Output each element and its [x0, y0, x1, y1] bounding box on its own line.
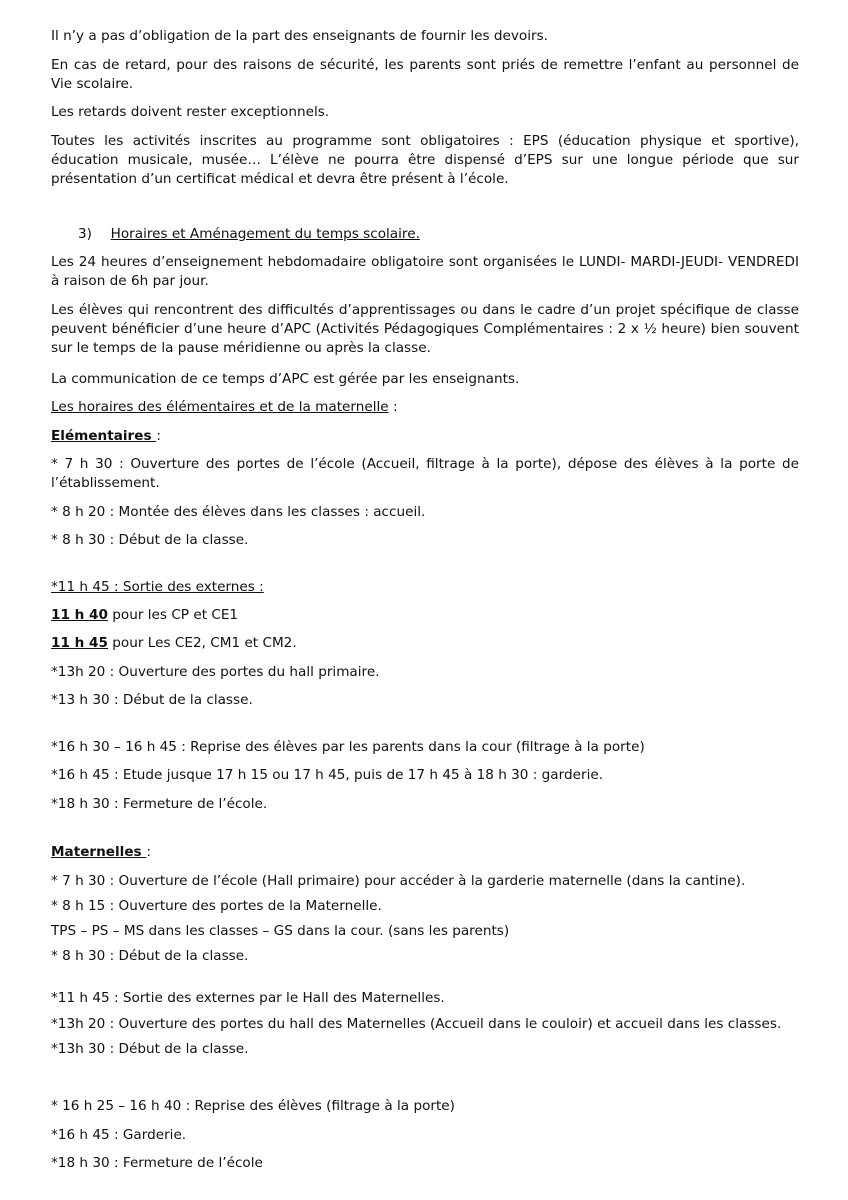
paragraph-heures: Les 24 heures d’enseignement hebdomadaire obligatoire sont organisées le LUNDI- MARDI-JEUDI- VENDREDI à raison de 6h par jour.: [51, 254, 799, 289]
paragraph-communication: La communication de ce temps d’APC est gérée par les enseignants.: [51, 371, 520, 387]
maternelles-line-3: TPS – PS – MS dans les classes – GS dans la cour. (sans les parents): [51, 923, 510, 939]
elementaires-line-5: *13 h 30 : Début de la classe.: [51, 692, 253, 708]
horaires-title: Les horaires des élémentaires et de la maternelle: [51, 399, 389, 415]
elementaires-line-3: * 8 h 30 : Début de la classe.: [51, 532, 249, 548]
maternelles-line-10: *18 h 30 : Fermeture de l’école: [51, 1155, 263, 1171]
ce2-text: pour Les CE2, CM1 et CM2.: [107, 635, 297, 651]
section-title: Horaires et Aménagement du temps scolaire.: [110, 226, 420, 242]
section-number: 3): [78, 226, 92, 242]
elementaires-line-1: * 7 h 30 : Ouverture des portes de l’école (Accueil, filtrage à la porte), dépose des élèves à la porte de l’établissement.: [51, 456, 799, 491]
maternelles-line-9: *16 h 45 : Garderie.: [51, 1127, 187, 1143]
elementaires-title: Elémentaires: [51, 428, 157, 444]
maternelles-line-2: * 8 h 15 : Ouverture des portes de la Maternelle.: [51, 898, 382, 914]
elementaires-cp: [51, 606, 799, 625]
elementaires-line-8: *18 h 30 : Fermeture de l’école.: [51, 796, 268, 812]
ce2-time: 11 h 45: [51, 635, 108, 651]
section-heading: [78, 225, 778, 244]
paragraph-activites: Toutes les activités inscrites au programme sont obligatoires : EPS (éducation physique et sportive), éducation musicale, musée… L’élève ne pourra être dispensé d’EPS sur une longue période que sur présentation d’un certificat médical et devra être présent à l’école.: [51, 133, 799, 187]
maternelles-colon: :: [146, 844, 151, 860]
cp-text: pour les CP et CE1: [107, 607, 239, 623]
elementaires-line-6: *16 h 30 – 16 h 45 : Reprise des élèves par les parents dans la cour (filtrage à la porte): [51, 739, 645, 755]
elementaires-line-2: * 8 h 20 : Montée des élèves dans les classes : accueil.: [51, 504, 426, 520]
maternelles-line-7: *13h 30 : Début de la classe.: [51, 1041, 249, 1057]
elementaires-heading: [51, 427, 799, 446]
maternelles-line-5: *11 h 45 : Sortie des externes par le Hall des Maternelles.: [51, 990, 445, 1006]
maternelles-line-8: * 16 h 25 – 16 h 40 : Reprise des élèves (filtrage à la porte): [51, 1098, 455, 1114]
maternelles-line-4: * 8 h 30 : Début de la classe.: [51, 948, 249, 964]
cp-time: 11 h 40: [51, 607, 108, 623]
paragraph-devoirs: Il n’y a pas d’obligation de la part des enseignants de fournir les devoirs.: [51, 28, 549, 44]
maternelles-line-1: * 7 h 30 : Ouverture de l’école (Hall primaire) pour accéder à la garderie maternelle (dans la cantine).: [51, 873, 746, 889]
horaires-colon: :: [388, 399, 398, 415]
paragraph-retard: En cas de retard, pour des raisons de sécurité, les parents sont priés de remettre l’enfant au personnel de Vie scolaire.: [51, 57, 799, 92]
maternelles-heading: [51, 843, 799, 862]
elementaires-externes: *11 h 45 : Sortie des externes :: [51, 579, 264, 595]
elementaires-line-7: *16 h 45 : Etude jusque 17 h 15 ou 17 h 45, puis de 17 h 45 à 18 h 30 : garderie.: [51, 767, 604, 783]
horaires-heading: [51, 398, 799, 417]
elementaires-line-4: *13h 20 : Ouverture des portes du hall primaire.: [51, 664, 380, 680]
maternelles-title: Maternelles: [51, 844, 147, 860]
paragraph-apc: Les élèves qui rencontrent des difficultés d’apprentissages ou dans le cadre d’un projet spécifique de classe peuvent bénéficier d’une heure d’APC (Activités Pédagogiques Complémentaires : 2 x ½ heure) bien souvent sur le temps de la pause méridienne ou après la classe.: [51, 302, 799, 356]
paragraph-retards-exceptionnels: Les retards doivent rester exceptionnels.: [51, 104, 330, 120]
elementaires-ce2: [51, 634, 799, 653]
maternelles-line-6: *13h 20 : Ouverture des portes du hall des Maternelles (Accueil dans le couloir) et accueil dans les classes.: [51, 1016, 782, 1032]
elementaires-colon: :: [156, 428, 161, 444]
